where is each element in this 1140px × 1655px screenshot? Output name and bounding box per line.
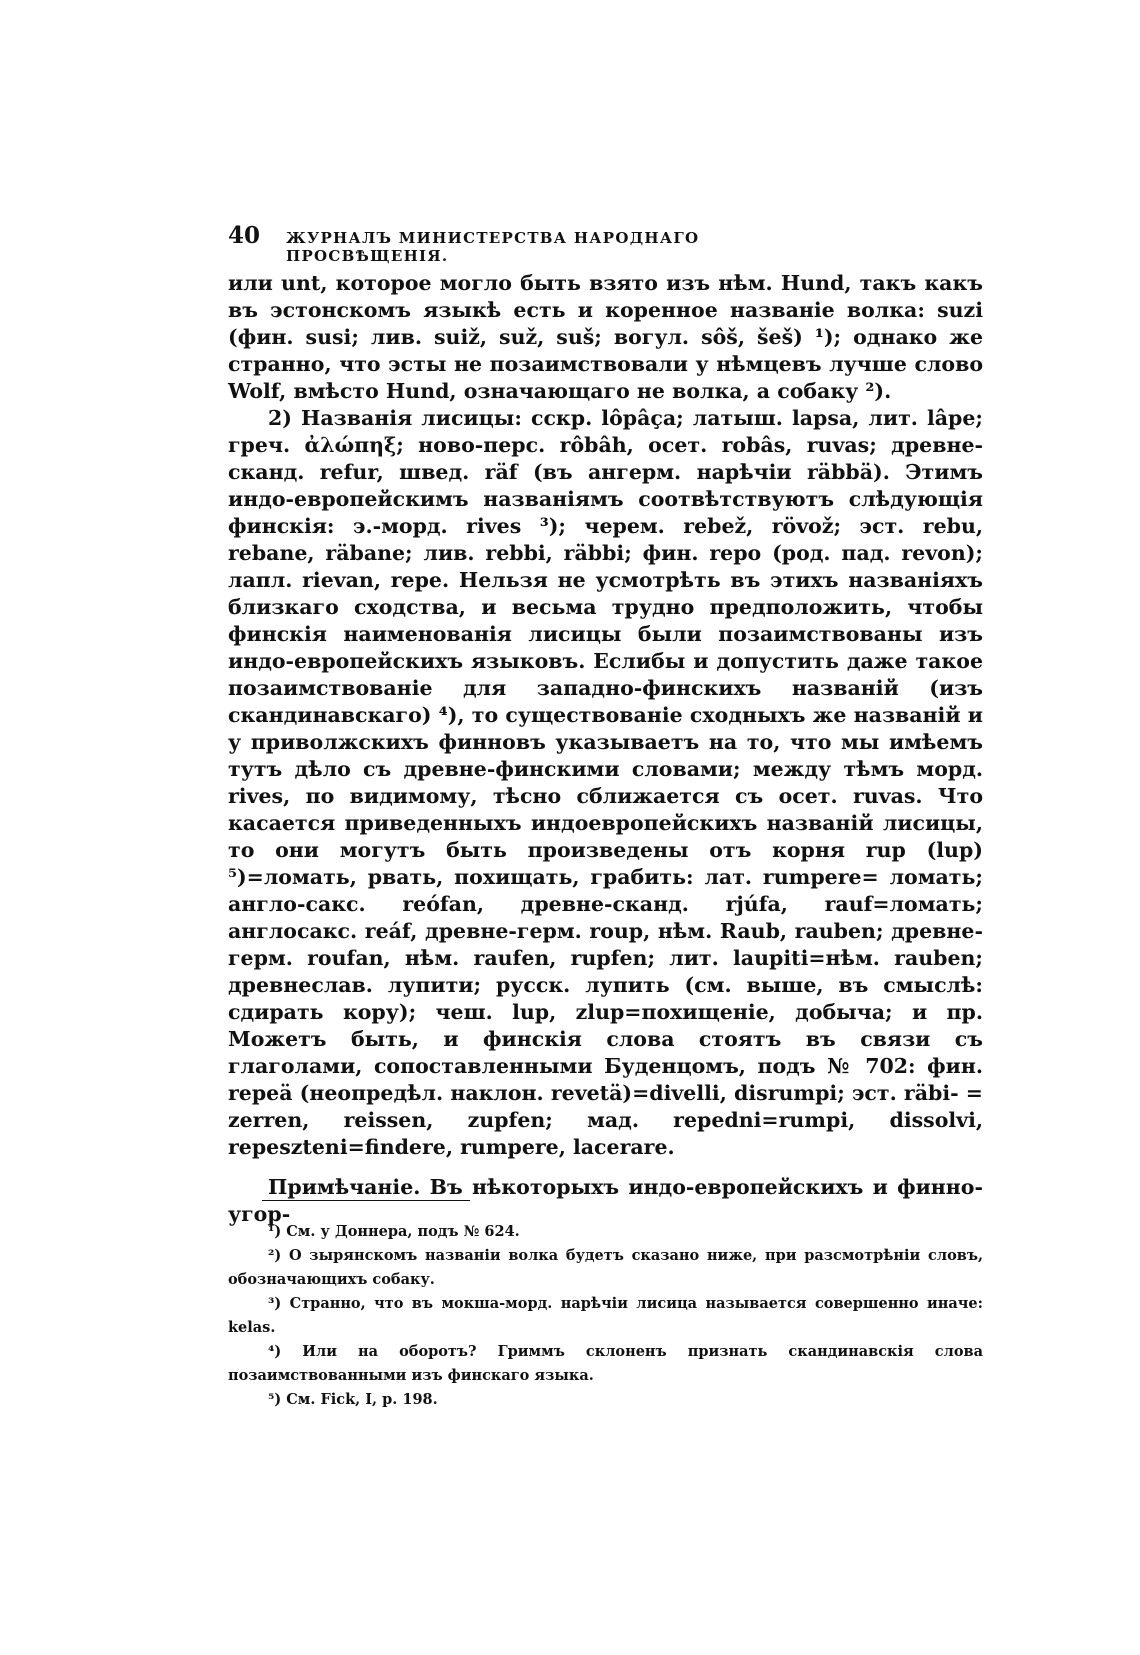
main-text — [228, 270, 983, 1228]
footnotes — [228, 1220, 983, 1412]
footnote-divider — [262, 1200, 470, 1201]
footnote-3: ³) Странно, что въ мокша-морд. нарѣчіи лисица называется совершенно иначе: kelas. — [228, 1295, 983, 1336]
footnote-4: ⁴) Или на оборотъ? Гриммъ склоненъ признать скандинавскія слова позаимствованными изъ финскаго языка. — [228, 1343, 983, 1384]
paragraph-note: Примѣчаніе. Въ нѣкоторыхъ индо-европейскихъ и финно-угор- — [228, 1175, 983, 1226]
footnote-5: ⁵) См. Fick, I, p. 198. — [268, 1391, 438, 1408]
footnote-1: ¹) См. у Доннера, подъ № 624. — [268, 1223, 520, 1240]
paragraph-wolf: или unt, которое могло быть взято изъ нѣм. Hund, такъ какъ въ эстонскомъ языкѣ есть и коренное названіе волка: suzi (фин. susi; лив. suiž, suž, suš; вогул. sôš, šeš) ¹); однако же странно, что эсты не позаимствовали у нѣмцевъ лучше слово Wolf, вмѣсто Hund, означающаго не волка, а собаку ²). — [228, 271, 983, 403]
footnote-2: ²) О зырянскомъ названіи волка будетъ сказано ниже, при разсмотрѣніи словъ, обозначающихъ собаку. — [228, 1247, 983, 1288]
running-title: ЖУРНАЛЪ МИНИСТЕРСТВА НАРОДНАГО ПРОСВѢЩЕНІЯ. — [286, 229, 700, 265]
page-number: 40 — [228, 222, 261, 249]
page-header — [228, 222, 868, 265]
paragraph-fox: 2) Названія лисицы: сскр. lôpâça; латыш. lapsa, лит. lâpe; греч. ἀλώπηξ; ново-перс. rôbâh, осет. robâs, ruvas; древне-сканд. refur, швед. räf (въ ангерм. нарѣчіи räbbä). Этимъ индо-европейскимъ названіямъ соотвѣтствуютъ слѣдующія финскія: э.-морд. rives ³); черем. rebež, rövož; эст. rebu, rebane, räbane; лив. rebbi, räbbi; фин. repo (род. пад. revon); лапл. rievan, repe. Нельзя не усмотрѣть въ этихъ названіяхъ близкаго сходства, и весьма трудно предположить, чтобы финскія наименованія лисицы были позаимствованы изъ индо-европейскихъ языковъ. Еслибы и допустить даже такое позаимствованіе для западно-финскихъ названій (изъ скандинавскаго) ⁴), то существованіе сходныхъ же названій и у приволжскихъ финновъ указываетъ на то, что мы имѣемъ тутъ дѣло съ древне-финскими словами; между тѣмъ морд. rives, по видимому, тѣсно сближается съ осет. ruvas. Что касается приведенныхъ индоевропейскихъ названій лисицы, то они могутъ быть произведены отъ корня rup (lup) ⁵)=ломать, рвать, похищать, грабить: лат. rumpere= ломать; англо-сакс. reófan, древне-сканд. rjúfa, rauf=ломать; англосакс. reáf, древне-герм. roup, нѣм. Raub, rauben; древне-герм. roufan, нѣм. raufen, rupfen; лит. laupiti=нѣм. rauben; древнеслав. лупити; русск. лупить (см. выше, въ смыслѣ: сдирать кору); чеш. lup, zlup=похищеніе, добыча; и пр. Можетъ быть, и финскія слова стоятъ въ связи съ глаголами, сопоставленными Буденцомъ, подъ № 702: фин. repeä (неопредѣл. наклон. revetä)=divelli, disrumpi; эст. räbi- = zerren, reissen, zupfen; мад. repedni=rumpi, dissolvi, repeszteni=findere, rumpere, lacerare. — [228, 406, 983, 1159]
